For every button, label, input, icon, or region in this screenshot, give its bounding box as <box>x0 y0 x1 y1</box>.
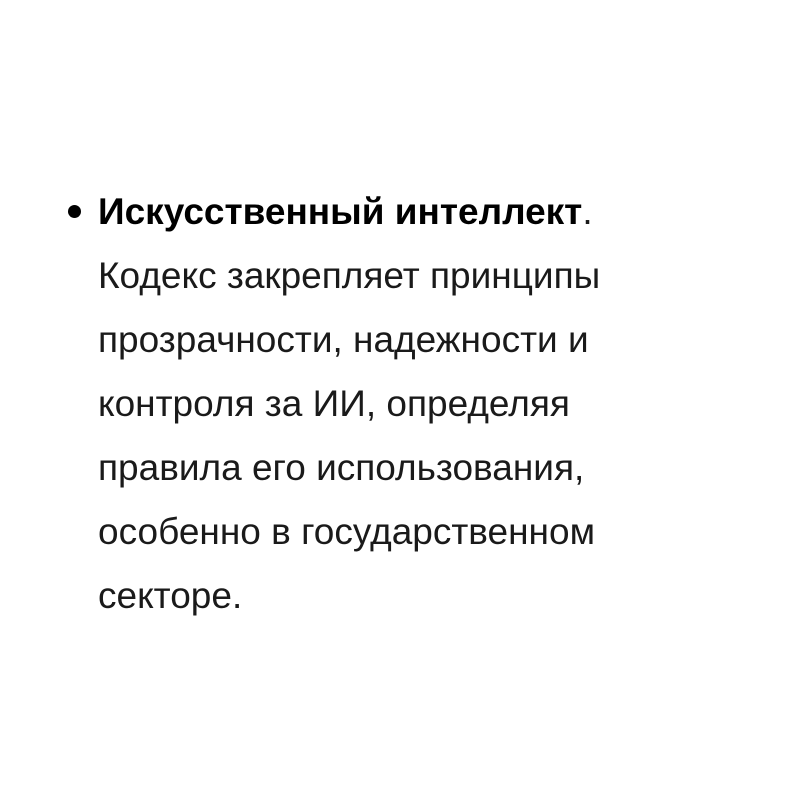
item-text-line-6: секторе. <box>98 575 243 616</box>
bullet-icon <box>68 205 81 218</box>
item-term-suffix: . <box>582 191 593 232</box>
item-heading-line <box>98 180 766 244</box>
bullet-list <box>66 180 766 628</box>
item-term: Искусственный интеллект <box>98 191 583 232</box>
list-item <box>66 180 766 628</box>
item-text-line-1: Кодекс закрепляет принципы <box>98 255 601 296</box>
item-text-line-5: особенно в государственном <box>98 511 596 552</box>
item-text-line-4: правила его использования, <box>98 447 585 488</box>
item-text-line-2: прозрачности, надежности и <box>98 319 589 360</box>
item-text-line-3: контроля за ИИ, определяя <box>98 383 570 424</box>
